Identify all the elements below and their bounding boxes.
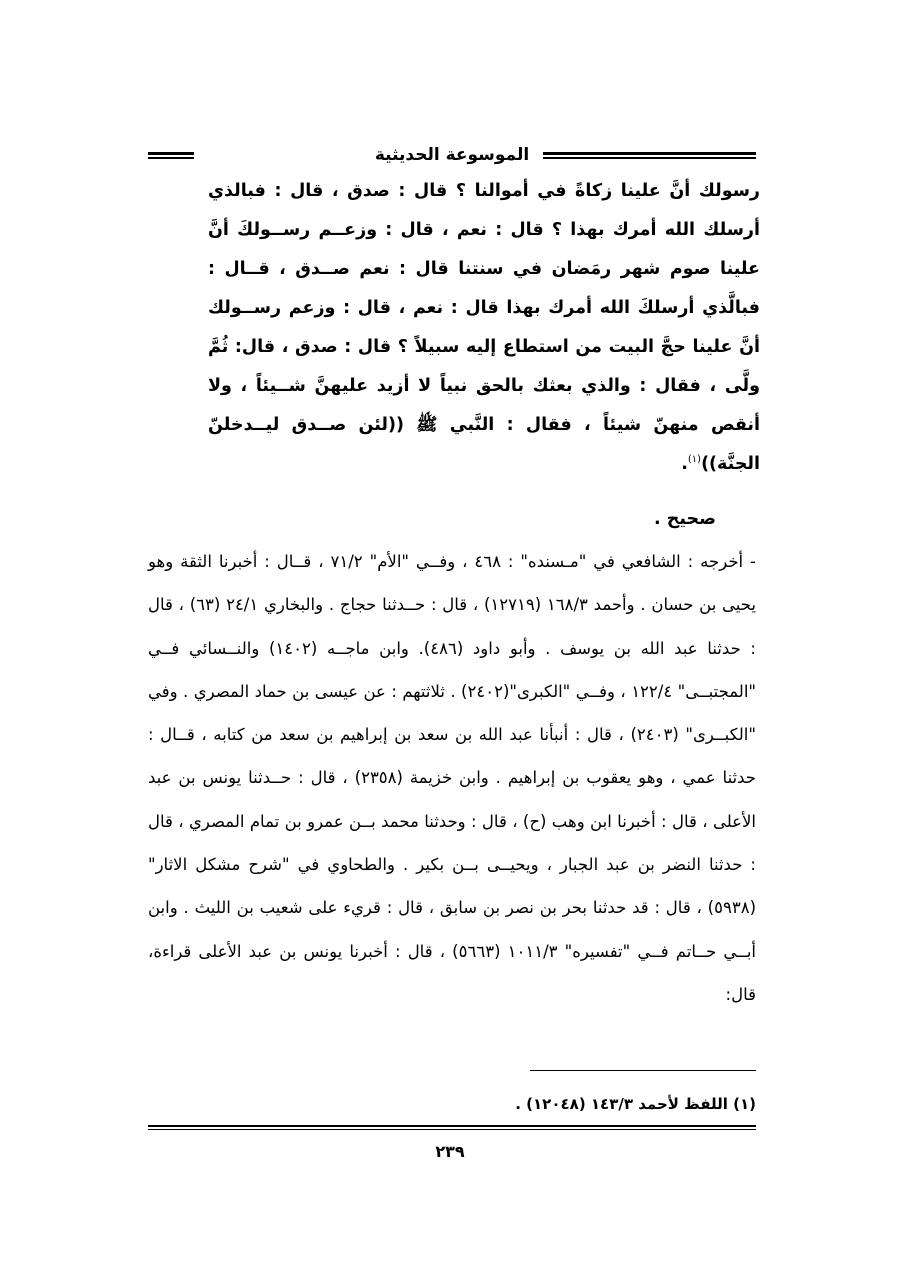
running-header xyxy=(148,143,756,169)
header-title: الموسوعة الحديثية xyxy=(361,145,543,165)
hadith-text: رسولك أنَّ علينا زكاةً في أموالنا ؟ قال : صدق ، قال : فبالذي أرسلك الله أمرك بهذا ؟ قال : نعم ، قال : وزعــم رســولكَ أنَّ علينا صوم شهر رمَضان في سنتنا قال : نعم صــدق ، قــال : فبالَّذي أرسلكَ الله أمرك بهذا قال : نعم ، قال : وزعم رســولك أنَّ علينا حجَّ البيت من استطاع إليه سبيلاً ؟ قال : صدق ، قال: ثُمَّ ولَّى ، فقال : والذي بعثك بالحق نبياً لا أزيد عليهنَّ شــيئاً ، ولا أنقص منهنّ شيئاً ، فقال : النَّبي ﷺ ((لئن صــدق ليــدخلنّ الجنَّة)) xyxy=(208,181,760,474)
hadith-end: . xyxy=(681,454,688,474)
takhrij-block xyxy=(148,540,756,1016)
footnote-marker[interactable]: (١) xyxy=(687,454,702,466)
hadith-text-block xyxy=(148,172,760,484)
page-number: ٢٣٩ xyxy=(435,1142,465,1161)
hadith-grade: صحيح . xyxy=(653,509,716,529)
header-title-wrap xyxy=(148,143,756,167)
footer-rule xyxy=(148,1125,756,1130)
takhrij-paragraph: - أخرجه : الشافعي في "مـسنده" : ٤٦٨ ، وفــي "الأم" ٧١/٢ ، قــال : أخبرنا الثقة وهو يحيى بن حسان . وأحمد ١٦٨/٣ (١٢٧١٩) ، قال : حــدثنا حجاج . والبخاري ٢٤/١ (٦٣) ، قال : حدثنا عبد الله بن يوسف . وأبو داود (٤٨٦). وابن ماجــه (١٤٠٢) والنــسائي فــي "المجتبــى" ١٢٢/٤ ، وفــي "الكبرى"(٢٤٠٢) . ثلاثتهم : عن عيسى بن حماد المصري . وفي "الكبــرى" (٢٤٠٣) ، قال : أنبأنا عبد الله بن سعد بن إبراهيم بن سعد من كتابه ، قــال : حدثنا عمي ، وهو يعقوب بن إبراهيم . وابن خزيمة (٢٣٥٨) ، قال : حــدثنا يونس بن عبد الأعلى ، قال : أخبرنا ابن وهب (ح) ، قال : وحدثنا محمد بــن عمرو بن تمام المصري ، قال : حدثنا النضر بن عبد الجبار ، ويحيــى بــن بكير . والطحاوي في "شرح مشكل الاثار" (٥٩٣٨) ، قال : قد حدثنا بحر بن نصر بن سابق ، قال : قريء على شعيب بن الليث . وابن أبــي حــاتم فــي "تفسيره" ١٠١١/٣ (٥٦٦٣) ، قال : أخبرنا يونس بن عبد الأعلى قراءة، قال: xyxy=(148,552,757,1004)
footnote: (١) اللفظ لأحمد ١٤٣/٣ (١٢٠٤٨) . xyxy=(515,1095,756,1113)
hadith-paragraph xyxy=(208,172,760,484)
footnote-separator xyxy=(530,1070,756,1071)
